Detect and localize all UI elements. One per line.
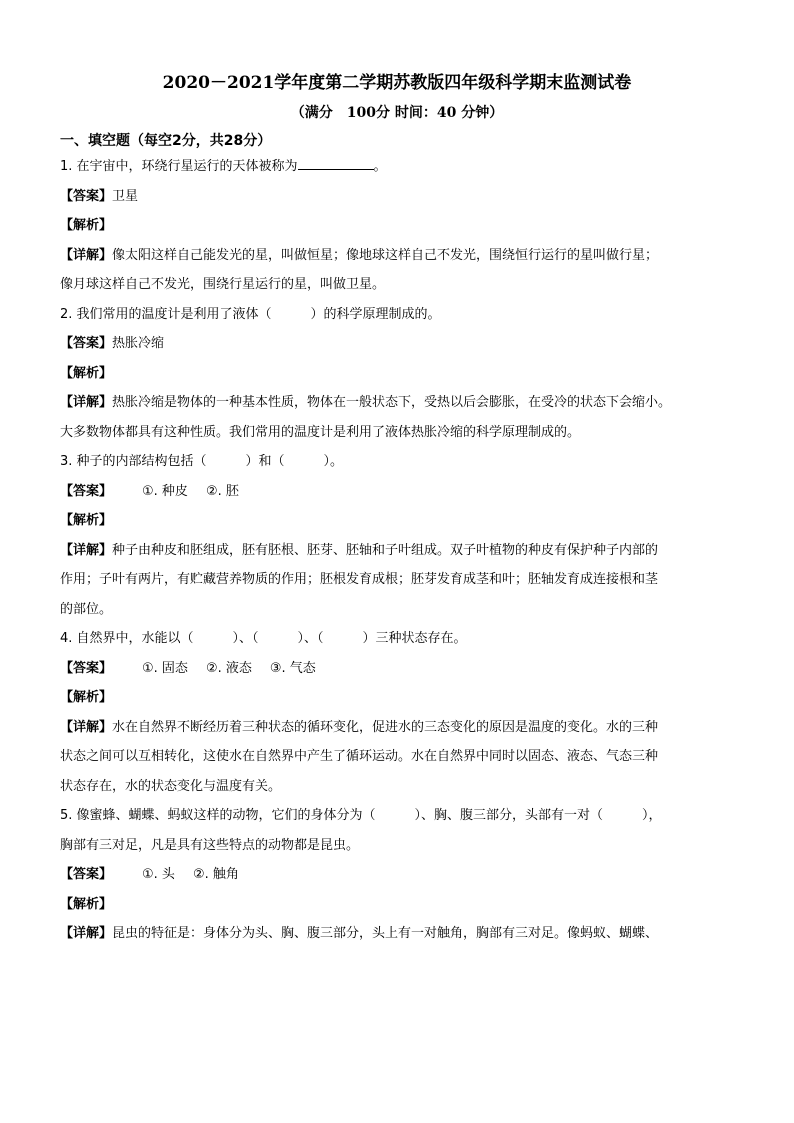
exam-subtitle: （满分 100分 时间：40 分钟） bbox=[290, 105, 504, 121]
analysis-label: 【解析】 bbox=[60, 218, 113, 233]
answer-option: ③. 气态 bbox=[269, 660, 316, 676]
question-4-stem: 4. 自然界中，水能以（ ）、（ ）、（ ）三种状态存在。 bbox=[60, 631, 467, 646]
answer-option: ①. 固态 bbox=[142, 660, 188, 676]
answer-label: 【答案】 bbox=[60, 867, 113, 882]
question-2-analysis bbox=[60, 359, 734, 389]
question-3-answer bbox=[60, 477, 734, 507]
question-1-detail-line-2: 像月球这样自己不发光，围绕行星运行的星，叫做卫星。 bbox=[60, 277, 386, 292]
question-1-detail-line-1: 【详解】像太阳这样自己能发光的星，叫做恒星；像地球这样自己不发光，围绕恒行运行的星叫做行星； bbox=[60, 247, 659, 263]
detail-label: 【详解】 bbox=[60, 926, 113, 941]
section-heading-fill-in: 一、填空题（每空2分，共28分） bbox=[60, 133, 272, 149]
question-3-detail-line-2: 作用；子叶有两片，有贮藏营养物质的作用；胚根发育成根；胚芽发育成茎和叶；胚轴发育成连接根和茎 bbox=[60, 572, 659, 587]
question-3-stem: 3. 种子的内部结构包括（ ）和（ ）。 bbox=[60, 454, 344, 469]
question-5-stem-line-1: 5. 像蜜蜂、蝴蝶、蚂蚁这样的动物，它们的身体分为（ ）、胸、腹三部分，头部有一对（ ）， bbox=[60, 808, 662, 823]
answer-option: ②. 胚 bbox=[205, 483, 239, 499]
question-5-analysis bbox=[60, 890, 734, 920]
answer-label: 【答案】 bbox=[60, 336, 113, 351]
answer-label: 【答案】 bbox=[60, 483, 113, 499]
answer-text: 卫星 bbox=[112, 188, 139, 204]
exam-title: 2020－2021学年度第二学期苏教版四年级科学期末监测试卷 bbox=[162, 73, 632, 93]
detail-label: 【详解】 bbox=[60, 542, 113, 558]
question-2-detail-line-2: 大多数物体都具有这种性质。我们常用的温度计是利用了液体热胀冷缩的科学原理制成的。 bbox=[60, 424, 581, 440]
analysis-label: 【解析】 bbox=[60, 365, 113, 381]
answer-text: 热胀冷缩 bbox=[112, 336, 165, 351]
analysis-label: 【解析】 bbox=[60, 513, 113, 528]
question-4-answer bbox=[60, 654, 734, 684]
detail-label: 【详解】 bbox=[60, 247, 113, 263]
question-1-stem: 1. 在宇宙中，环绕行星运行的天体被称为 。 bbox=[60, 152, 734, 182]
question-4-detail-line-1: 【详解】水在自然界不断经历着三种状态的循环变化，促进水的三态变化的原因是温度的变化。水的三种 bbox=[60, 719, 659, 735]
detail-label: 【详解】 bbox=[60, 719, 113, 735]
answer-option: ①. 头 bbox=[142, 867, 175, 882]
question-5-answer bbox=[60, 860, 734, 890]
answer-option: ①. 种皮 bbox=[142, 483, 188, 499]
answer-option: ②. 液态 bbox=[205, 660, 252, 676]
analysis-label: 【解析】 bbox=[60, 690, 113, 705]
question-4-detail-line-2: 状态之间可以互相转化，这使水在自然界中产生了循环运动。水在自然界中同时以固态、液态、气态三种 bbox=[60, 749, 659, 764]
question-3-detail-line-1: 【详解】种子由种皮和胚组成，胚有胚根、胚芽、胚轴和子叶组成。双子叶植物的种皮有保护种子内部的 bbox=[60, 542, 659, 558]
question-2-answer bbox=[60, 329, 734, 359]
answer-blank bbox=[298, 155, 374, 170]
question-2-detail-line-1: 【详解】热胀冷缩是物体的一种基本性质，物体在一般状态下，受热以后会膨胀，在受冷的状态下会缩小。 bbox=[60, 395, 672, 410]
answer-label: 【答案】 bbox=[60, 188, 113, 204]
question-4-analysis bbox=[60, 683, 734, 713]
analysis-label: 【解析】 bbox=[60, 896, 113, 912]
detail-label: 【详解】 bbox=[60, 395, 113, 410]
question-4-detail-line-3: 状态存在，水的状态变化与温度有关。 bbox=[60, 778, 282, 794]
question-3-analysis bbox=[60, 506, 734, 536]
question-3-detail-line-3: 的部位。 bbox=[60, 601, 113, 617]
question-1-answer bbox=[60, 182, 734, 212]
question-1-analysis bbox=[60, 211, 734, 241]
answer-option: ②. 触角 bbox=[192, 867, 239, 882]
question-5-stem-line-2: 胸部有三对足，凡是具有这些特点的动物都是昆虫。 bbox=[60, 837, 360, 853]
question-2-stem: 2. 我们常用的温度计是利用了液体（ ）的科学原理制成的。 bbox=[60, 306, 441, 322]
answer-label: 【答案】 bbox=[60, 660, 113, 676]
question-5-detail-line-1: 【详解】昆虫的特征是：身体分为头、胸、腹三部分，头上有一对触角，胸部有三对足。像蚂蚁、蝴蝶、 bbox=[60, 926, 659, 941]
